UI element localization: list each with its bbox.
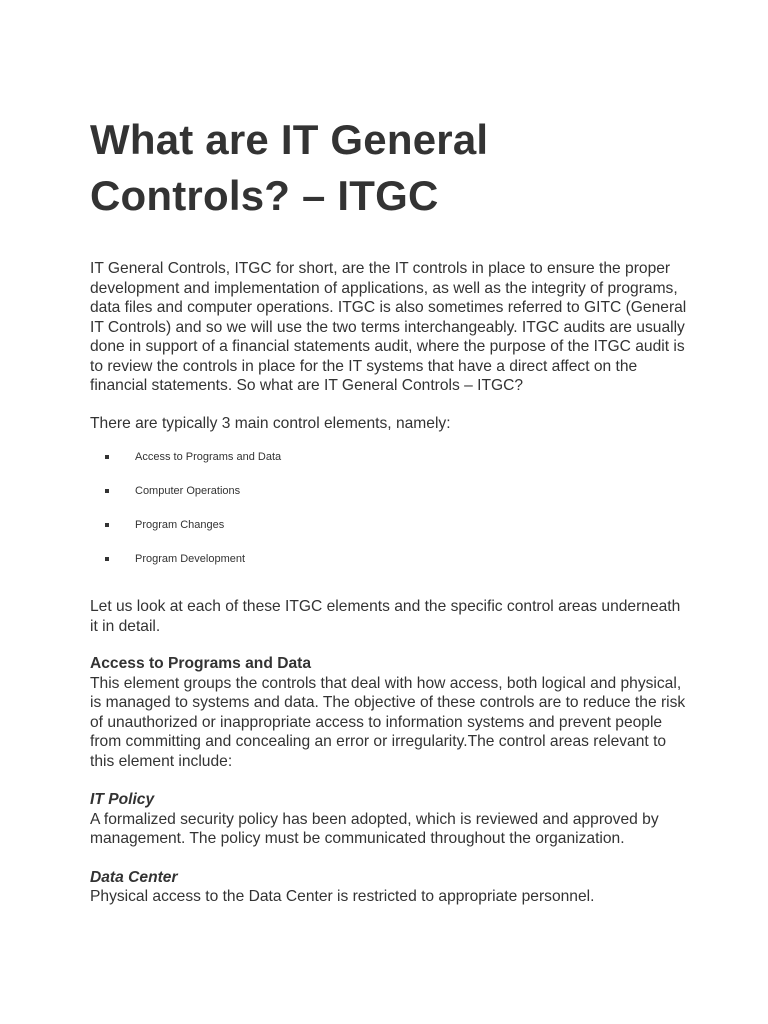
section-heading: Access to Programs and Data (90, 655, 311, 672)
transition-paragraph: Let us look at each of these ITGC elements and the specific control areas underneath it in detail. (90, 598, 681, 635)
control-area-heading-data-center: Data Center (90, 868, 178, 886)
list-item-label: Program Development (135, 553, 246, 565)
square-bullet-icon (105, 489, 109, 493)
control-area-heading-it-policy: IT Policy (90, 791, 155, 808)
list-item-label: Access to Programs and Data (135, 451, 282, 463)
control-elements-list (90, 447, 690, 583)
list-item (90, 481, 690, 515)
list-item (90, 515, 690, 549)
intro-paragraph: IT General Controls, ITGC for short, are the IT controls in place to ensure the proper development and implementation of applications, as well as the integrity of programs, data files and computer operations. ITGC is also sometimes referred to GITC (General IT Controls) and so we will use the two terms interchangeably. ITGC audits are usually done in support of a financial statements audit, where the purpose of the ITGC audit is to review the controls in place for the IT systems that have a direct affect on the financial statements. So what are IT General Controls – ITGC? (90, 260, 687, 394)
square-bullet-icon (105, 455, 109, 459)
section-body: This element groups the controls that deal with how access, both logical and physical, is managed to systems and data. The objective of these controls are to reduce the risk of unauthorized or inappropriate access to information systems and prevent people from committing and concealing an error or irregularity.The control areas relevant to this element include: (90, 674, 686, 770)
list-item-label: Computer Operations (135, 485, 241, 497)
page-title: What are IT General Controls? – ITGC (90, 116, 489, 219)
list-item-label: Program Changes (135, 519, 225, 531)
control-area-description-data-center: Physical access to the Data Center is restricted to appropriate personnel. (90, 888, 595, 905)
square-bullet-icon (105, 523, 109, 527)
control-area-description-it-policy: A formalized security policy has been adopted, which is reviewed and approved by management. The policy must be communicated throughout the organization. (90, 810, 659, 847)
list-item (90, 549, 690, 583)
elements-lead-paragraph: There are typically 3 main control elements, namely: (90, 414, 451, 432)
square-bullet-icon (105, 557, 109, 561)
list-item (90, 447, 690, 481)
document-page (90, 112, 690, 907)
